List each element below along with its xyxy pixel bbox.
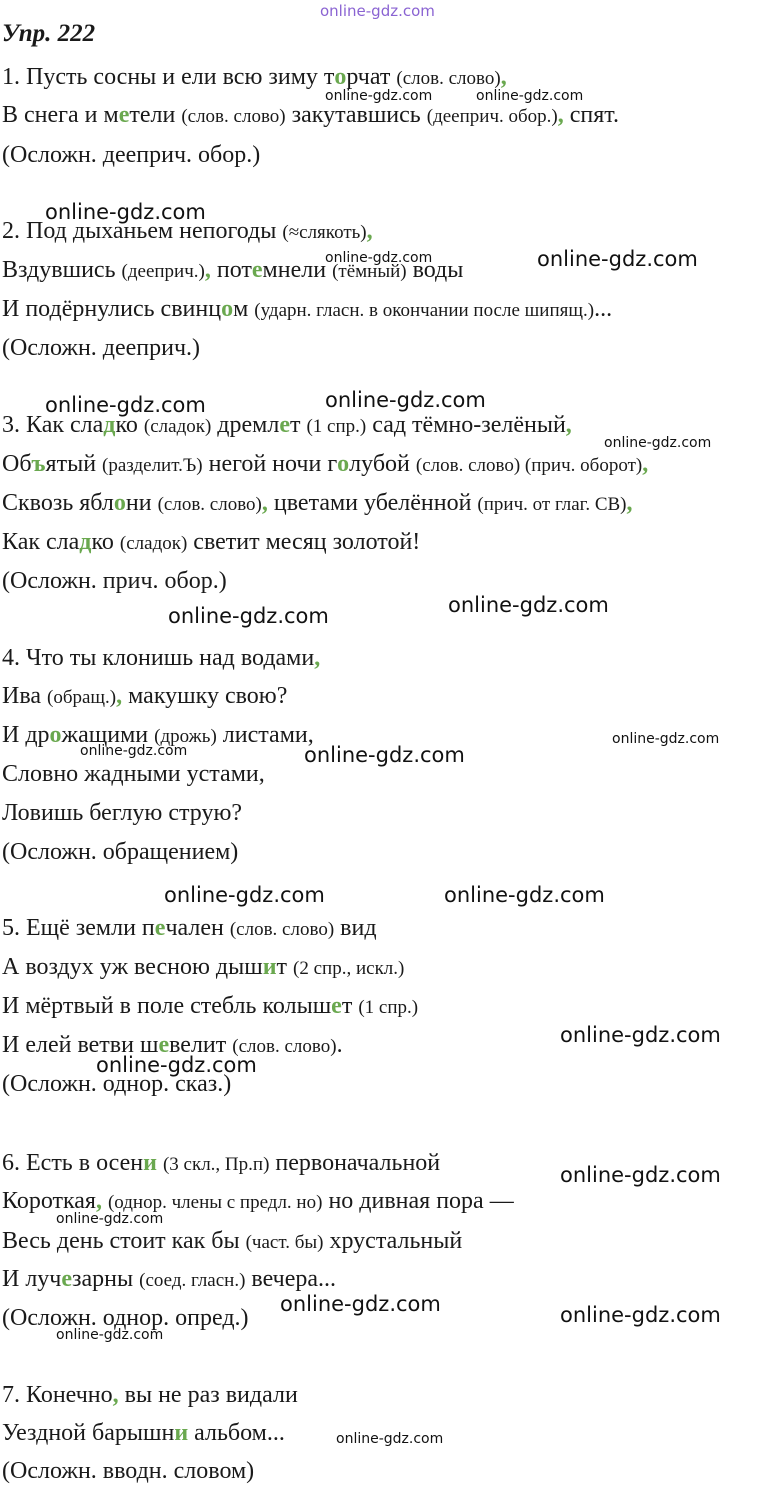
- text-line: [2, 333, 200, 363]
- text-line: [2, 566, 227, 596]
- watermark: online-gdz.com: [444, 883, 605, 907]
- highlighted-letter: д: [79, 529, 92, 555]
- text-segment: т: [289, 412, 307, 438]
- text-line: [2, 798, 242, 828]
- grammar-note: (соед. гласн.): [139, 1270, 246, 1291]
- text-segment: закутавшись: [285, 102, 427, 128]
- grammar-note: (дееприч. обор.): [426, 106, 558, 127]
- text-segment: ни: [125, 490, 158, 516]
- text-segment: Сквозь ябл: [2, 490, 114, 516]
- text-line: [2, 1380, 298, 1410]
- highlighted-letter: ,: [642, 451, 649, 477]
- highlighted-letter: е: [61, 1266, 73, 1292]
- text-line: [2, 140, 260, 170]
- highlighted-letter: ,: [204, 257, 211, 283]
- text-segment: т: [341, 993, 359, 1019]
- grammar-note: (прич. от глаг. СВ): [477, 494, 627, 515]
- text-segment: ко: [115, 412, 144, 438]
- text-segment: вид: [334, 915, 377, 941]
- text-line: [2, 643, 320, 673]
- text-segment: ко: [91, 529, 120, 555]
- highlighted-letter: е: [158, 1032, 170, 1058]
- text-line: [2, 527, 420, 559]
- highlighted-letter: и: [143, 1150, 157, 1176]
- grammar-note: (обращ.): [47, 687, 117, 708]
- text-segment: м: [233, 296, 255, 322]
- text-line: [2, 1418, 285, 1448]
- grammar-note: (≈слякоть): [282, 222, 367, 243]
- exercise-title: Упр. 222: [2, 20, 96, 47]
- highlighted-letter: е: [331, 993, 342, 1019]
- grammar-note: (слов. слово) (прич. оборот): [415, 455, 643, 476]
- text-segment: Ловишь беглую струю?: [2, 800, 243, 826]
- watermark: online-gdz.com: [96, 1053, 257, 1077]
- highlighted-letter: и: [174, 1420, 189, 1446]
- watermark: online-gdz.com: [537, 247, 698, 271]
- text-segment: 6. Есть в осен: [2, 1150, 144, 1176]
- watermark: online-gdz.com: [604, 435, 712, 451]
- text-segment: В снега и м: [2, 102, 119, 128]
- text-segment: 3. Как сла: [2, 412, 104, 438]
- text-line: [2, 294, 612, 326]
- highlighted-letter: ,: [557, 102, 564, 128]
- text-segment: И подёрнулись свинц: [2, 296, 222, 322]
- watermark: online-gdz.com: [476, 88, 584, 104]
- watermark: online-gdz.com: [45, 200, 206, 224]
- text-segment: И др: [2, 722, 50, 748]
- text-segment: спят.: [563, 102, 619, 128]
- highlighted-letter: и: [262, 954, 277, 980]
- text-segment: рчат: [346, 64, 397, 90]
- watermark: online-gdz.com: [56, 1327, 164, 1343]
- text-segment: 4. Что ты клонишь над водами: [2, 645, 315, 671]
- highlighted-letter: ,: [500, 64, 507, 90]
- text-segment: (Осложн. однор. опред.): [2, 1305, 249, 1331]
- highlighted-letter: ,: [626, 490, 633, 516]
- text-segment: 5. Ещё земли п: [2, 915, 155, 941]
- highlighted-letter: е: [279, 412, 290, 438]
- grammar-note: (сладок): [119, 533, 188, 554]
- watermark: online-gdz.com: [56, 1211, 164, 1227]
- text-segment: Словно жадными устами,: [2, 761, 265, 787]
- watermark: online-gdz.com: [168, 604, 329, 628]
- text-segment: первоначальной: [269, 1150, 441, 1176]
- grammar-note: (слов. слово): [157, 494, 262, 515]
- text-segment: .: [336, 1032, 343, 1058]
- text-segment: Короткая: [2, 1188, 96, 1214]
- text-segment: Об: [2, 451, 32, 477]
- grammar-note: (однор. члены с предл. но): [107, 1192, 323, 1213]
- grammar-note: (3 скл., Пр.п): [162, 1154, 270, 1175]
- highlighted-letter: е: [251, 257, 263, 283]
- text-segment: негой ночи г: [202, 451, 338, 477]
- text-segment: воды: [406, 257, 464, 283]
- watermark: online-gdz.com: [304, 743, 465, 767]
- watermark: online-gdz.com: [280, 1292, 441, 1316]
- text-segment: зарны: [72, 1266, 140, 1292]
- text-segment: жащими: [61, 722, 155, 748]
- highlighted-letter: ,: [261, 490, 268, 516]
- text-segment: 2. Под дыханьем непогоды: [2, 218, 283, 244]
- text-segment: (Осложн. обращением): [2, 839, 239, 865]
- watermark: online-gdz.com: [325, 250, 433, 266]
- text-segment: Вздувшись: [2, 257, 122, 283]
- text-line: [2, 100, 619, 132]
- text-segment: (Осложн. вводн. словом): [2, 1458, 255, 1484]
- grammar-note: (слов. слово): [229, 919, 335, 940]
- text-segment: сад тёмно-зелёный: [366, 412, 566, 438]
- text-line: [2, 488, 633, 520]
- text-segment: дремл: [211, 412, 280, 438]
- grammar-note: (слов. слово): [396, 68, 501, 89]
- text-segment: вы не раз видали: [118, 1382, 298, 1408]
- highlighted-letter: ,: [95, 1188, 102, 1214]
- text-segment: тели: [129, 102, 182, 128]
- text-segment: велит: [169, 1032, 233, 1058]
- grammar-note: (2 спр., искл.): [293, 958, 405, 979]
- text-line: [2, 681, 287, 713]
- text-segment: чален: [165, 915, 230, 941]
- watermark: online-gdz.com: [560, 1163, 721, 1187]
- text-segment: лубой: [349, 451, 416, 477]
- highlighted-letter: ъ: [31, 451, 46, 477]
- grammar-note: (слов. слово): [181, 106, 286, 127]
- watermark: online-gdz.com: [448, 593, 609, 617]
- grammar-note: (дееприч.): [121, 261, 205, 282]
- text-segment: И елей ветви ш: [2, 1032, 159, 1058]
- highlighted-letter: е: [154, 915, 166, 941]
- highlighted-letter: о: [221, 296, 234, 322]
- grammar-note: (слов. слово): [232, 1036, 337, 1057]
- text-segment: Уездной барышн: [2, 1420, 175, 1446]
- grammar-note: (1 спр.): [306, 416, 367, 437]
- grammar-note: (1 спр.): [358, 997, 419, 1018]
- grammar-note: (сладок): [143, 416, 212, 437]
- highlighted-letter: о: [49, 722, 62, 748]
- text-segment: но дивная пора —: [322, 1188, 514, 1214]
- text-line: [2, 991, 418, 1023]
- watermark: online-gdz.com: [80, 743, 188, 759]
- text-segment: ...: [594, 296, 613, 322]
- watermark: online-gdz.com: [325, 388, 486, 412]
- grammar-note: (тёмный): [332, 261, 407, 282]
- watermark: online-gdz.com: [325, 88, 433, 104]
- highlighted-letter: о: [337, 451, 350, 477]
- text-segment: 7. Конечно: [2, 1382, 113, 1408]
- text-segment: (Осложн. прич. обор.): [2, 568, 227, 594]
- highlighted-letter: о: [113, 490, 126, 516]
- text-segment: вечера...: [245, 1266, 337, 1292]
- text-line: [2, 952, 404, 984]
- text-line: [2, 1226, 462, 1258]
- highlighted-letter: ,: [565, 412, 572, 438]
- text-segment: 1. Пусть сосны и ели всю зиму т: [2, 64, 335, 90]
- watermark: online-gdz.com: [45, 393, 206, 417]
- text-segment: И луч: [2, 1266, 62, 1292]
- highlighted-letter: ,: [112, 1382, 119, 1408]
- text-segment: (Осложн. однор. сказ.): [2, 1071, 232, 1097]
- highlighted-letter: ,: [366, 218, 373, 244]
- text-line: [2, 449, 648, 481]
- text-segment: цветами убелённой: [267, 490, 478, 516]
- highlighted-letter: ,: [116, 683, 123, 709]
- text-line: [2, 1148, 440, 1180]
- grammar-note: (част. бы): [245, 1232, 324, 1253]
- highlighted-letter: д: [103, 412, 116, 438]
- grammar-note: (ударн. гласн. в окончании после шипящ.): [254, 300, 595, 321]
- text-segment: мнели: [262, 257, 333, 283]
- text-segment: пот: [210, 257, 252, 283]
- text-segment: макушку свою?: [122, 683, 288, 709]
- text-segment: ятый: [45, 451, 103, 477]
- watermark: online-gdz.com: [560, 1303, 721, 1327]
- highlighted-letter: е: [118, 102, 130, 128]
- text-segment: альбом...: [188, 1420, 285, 1446]
- text-line: [2, 759, 265, 789]
- text-line: [2, 837, 238, 867]
- text-segment: светит месяц золотой!: [187, 529, 421, 555]
- text-segment: Ива: [2, 683, 47, 709]
- text-segment: листами,: [216, 722, 314, 748]
- text-line: [2, 913, 377, 945]
- watermark: online-gdz.com: [560, 1023, 721, 1047]
- watermark: online-gdz.com: [336, 1431, 444, 1447]
- header-watermark: online-gdz.com: [320, 2, 435, 20]
- highlighted-letter: ,: [314, 645, 321, 671]
- watermark: online-gdz.com: [612, 731, 720, 747]
- text-segment: т: [276, 954, 294, 980]
- text-line: [2, 1456, 254, 1486]
- text-segment: Как сла: [2, 529, 80, 555]
- grammar-note: (дрожь): [154, 726, 217, 747]
- grammar-note: (разделит.Ъ): [102, 455, 203, 476]
- text-segment: Весь день стоит как бы: [2, 1228, 246, 1254]
- text-segment: А воздух уж весною дыш: [2, 954, 263, 980]
- text-segment: хрустальный: [323, 1228, 463, 1254]
- watermark: online-gdz.com: [164, 883, 325, 907]
- highlighted-letter: о: [334, 64, 347, 90]
- text-segment: (Осложн. дееприч. обор.): [2, 142, 261, 168]
- text-segment: И мёртвый в поле стебль колыш: [2, 993, 332, 1019]
- text-segment: (Осложн. дееприч.): [2, 335, 201, 361]
